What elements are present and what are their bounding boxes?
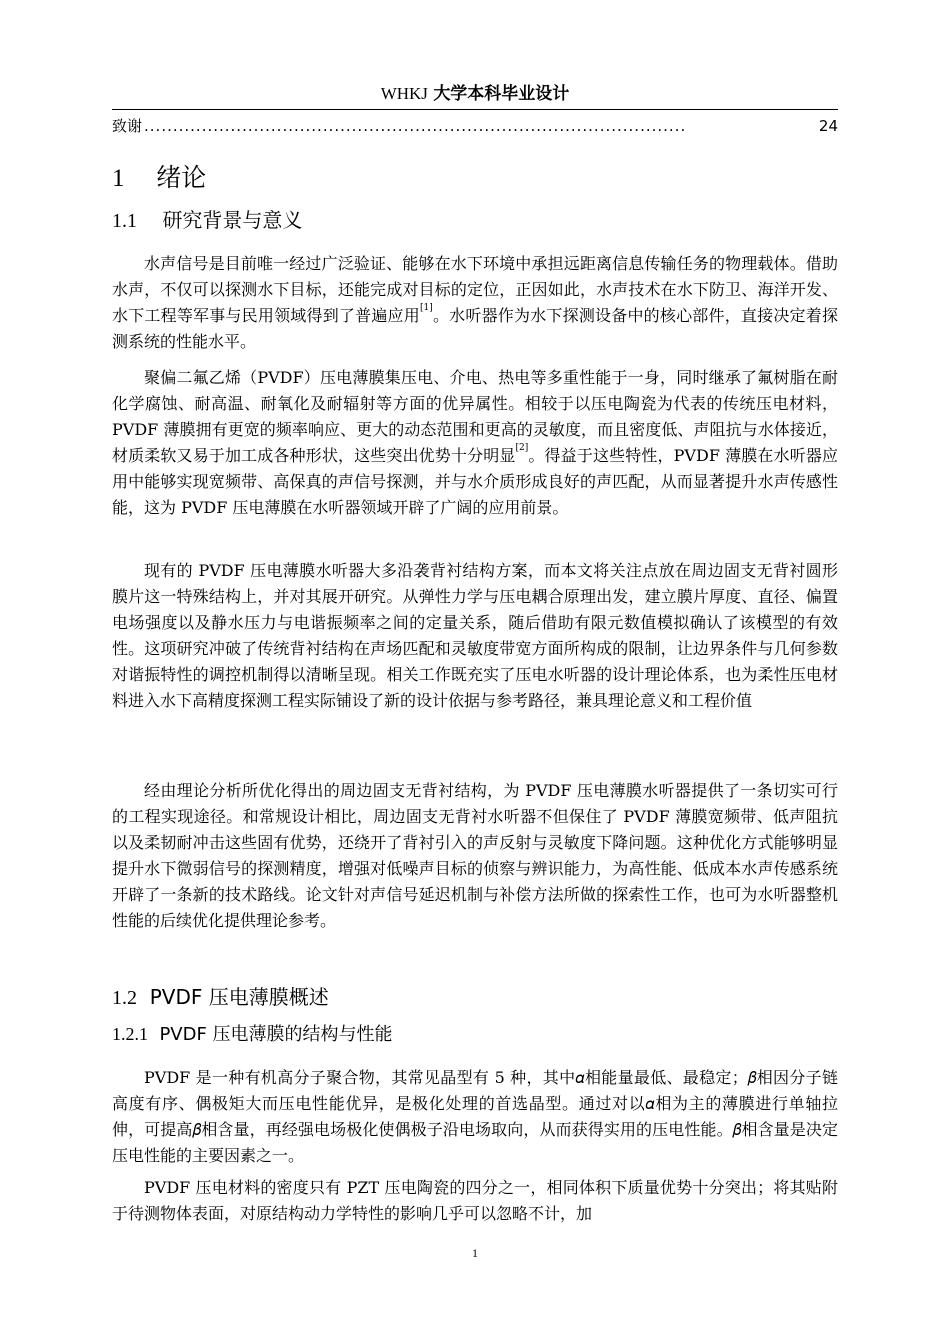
toc-page: 24 xyxy=(818,117,838,135)
paragraph-3 xyxy=(112,558,838,714)
paragraph-2 xyxy=(112,365,838,521)
toc-leader-dots: .............................................................................................. xyxy=(144,117,687,135)
header-title: 大学本科毕业设计 xyxy=(433,84,570,104)
page-header xyxy=(112,82,838,106)
paragraph-1 xyxy=(112,251,838,355)
section-number: 1.1 xyxy=(112,210,137,232)
subsection-number: 1.2.1 xyxy=(112,1024,148,1044)
subsection-heading-1-2-1 xyxy=(112,1020,393,1049)
section-title: PVDF 压电薄膜概述 xyxy=(149,985,329,1009)
chapter-heading xyxy=(112,160,206,197)
citation-ref: [2] xyxy=(515,443,529,453)
citation-ref: [1] xyxy=(419,303,433,313)
paragraph-text: 经由理论分析所优化得出的周边固支无背衬结构，为 PVDF 压电薄膜水听器提供了一条切实可行的工程实现途径。和常规设计相比，周边固支无背衬水听器不但保住了 PVDF 薄膜宽频带、低声阻抗以及柔韧耐冲击这些固有优势，还绕开了背衬引入的声反射与灵敏度下降问题。这种优化方式能够明显提升水下微弱信号的探测精度，增强对低噪声目标的侦察与辨识能力，为高性能、低成本水声传感系统开辟了一条新的技术路线。论文针对声信号延迟机制与补偿方法所做的探索性工作，也可为水听器整机性能的后续优化提供理论参考。 xyxy=(112,781,838,930)
subsection-title: PVDF 压电薄膜的结构与性能 xyxy=(159,1024,393,1045)
paragraph-text: 聚偏二氟乙烯（PVDF）压电薄膜集压电、介电、热电等多重性能于一身，同时继承了氟树脂在耐化学腐蚀、耐高温、耐氧化及耐辐射等方面的优异属性。相较于以压电陶瓷为代表的传统压电材料，PVDF 薄膜拥有更宽的频率响应、更大的动态范围和更高的灵敏度，而且密度低、声阻抗与水体接近，材质柔软又易于加工成各种形状，这些突出优势十分明显 xyxy=(112,368,838,465)
section-number: 1.2 xyxy=(112,987,137,1009)
page-number: 1 xyxy=(472,1246,478,1260)
paragraph-6 xyxy=(112,1175,838,1227)
toc-label: 致谢 xyxy=(112,117,143,135)
header-rule xyxy=(112,109,838,110)
section-heading-1-2 xyxy=(112,982,329,1013)
section-title: 研究背景与意义 xyxy=(162,208,303,232)
paragraph-text: PVDF 压电材料的密度只有 PZT 压电陶瓷的四分之一，相同体积下质量优势十分突出；将其贴附于待测物体表面，对原结构动力学特性的影响几乎可以忽略不计，加 xyxy=(112,1178,838,1223)
paragraph-4 xyxy=(112,778,838,934)
paragraph-text-tail: 。水听器作为水下探测设备中的核心部件，直接决定着探测系统的性能水平。 xyxy=(112,306,838,351)
section-heading-1-1 xyxy=(112,205,302,236)
toc-entry-acknowledgements[interactable] xyxy=(112,114,838,138)
chapter-title: 绪论 xyxy=(156,163,207,192)
paragraph-text-tail: 。得益于这些特性，PVDF 薄膜在水听器应用中能够实现宽频带、高保真的声信号探测，并与水介质形成良好的声匹配，从而显著提升水声传感性能，这为 PVDF 压电薄膜在水听器领域开辟了广阔的应用前景。 xyxy=(112,446,838,517)
chapter-number: 1 xyxy=(112,165,125,192)
paragraph-text: 水声信号是目前唯一经过广泛验证、能够在水下环境中承担远距离信息传输任务的物理载体。借助水声，不仅可以探测水下目标，还能完成对目标的定位，正因如此，水声技术在水下防卫、海洋开发、水下工程等军事与民用领域得到了普遍应用 xyxy=(112,254,838,325)
paragraph-5 xyxy=(112,1065,838,1169)
paragraph-text: PVDF 是一种有机高分子聚合物，其常见晶型有 5 种，其中𝛼相能量最低、最稳定；𝛽相因分子链高度有序、偶极矩大而压电性能优异，是极化处理的首选晶型。通过对以𝛼相为主的薄膜进行单轴拉伸，可提高𝛽相含量，再经强电场极化使偶极子沿电场取向，从而获得实用的压电性能。𝛽相含量是决定压电性能的主要因素之一。 xyxy=(112,1068,838,1165)
paragraph-text: 现有的 PVDF 压电薄膜水听器大多沿袭背衬结构方案，而本文将关注点放在周边固支无背衬圆形膜片这一特殊结构上，并对其展开研究。从弹性力学与压电耦合原理出发，建立膜片厚度、直径、偏置电场强度以及静水压力与电谐振频率之间的定量关系，随后借助有限元数值模拟确认了该模型的有效性。这项研究冲破了传统背衬结构在声场匹配和灵敏度带宽方面所构成的限制，让边界条件与几何参数对谐振特性的调控机制得以清晰呈现。相关工作既充实了压电水听器的设计理论体系，也为柔性压电材料进入水下高精度探测工程实际铺设了新的设计依据与参考路径，兼具理论意义和工程价值 xyxy=(112,561,838,710)
header-school-code: WHKJ xyxy=(380,84,428,103)
